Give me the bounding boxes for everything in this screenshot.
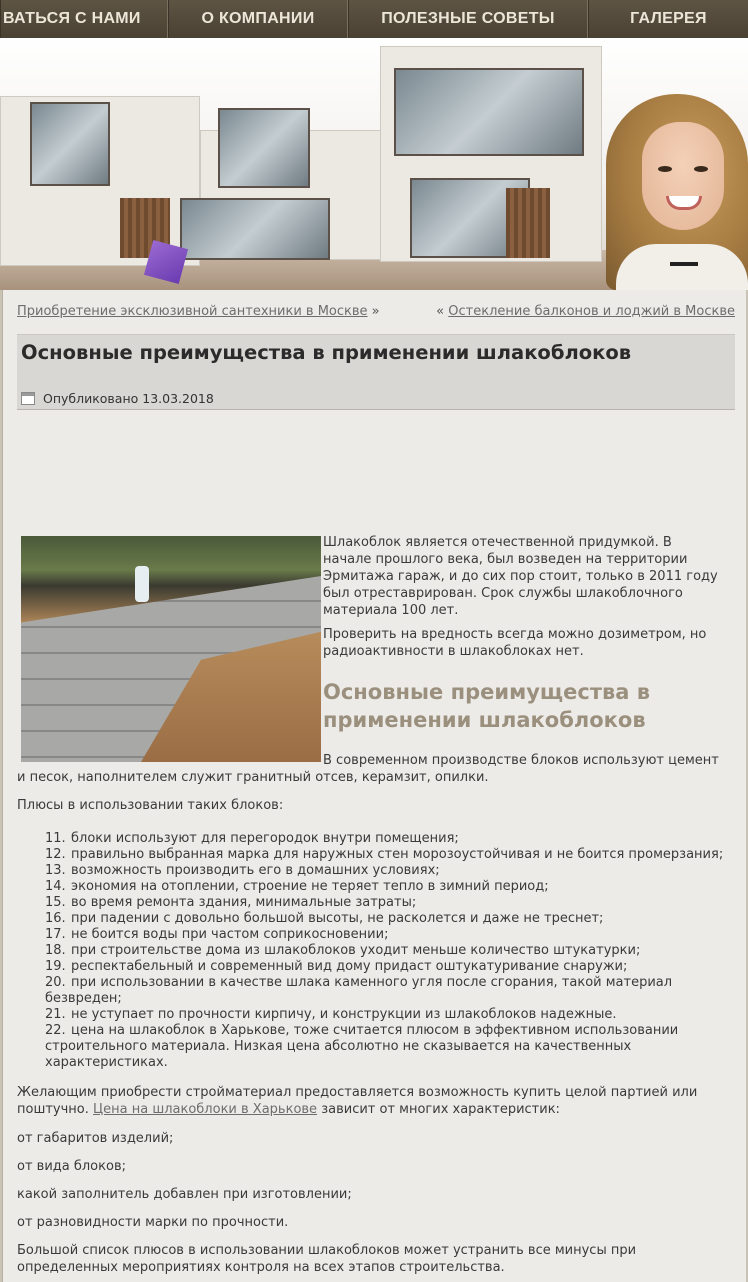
calendar-icon <box>21 392 35 405</box>
nav-item-tips[interactable]: ПОЛЕЗНЫЕ СОВЕТЫ <box>348 0 588 38</box>
paragraph-5: Желающим приобрести стройматериал предоставляется возможность купить целой партией или поштучно. Цена на шлакоблоки в Харькове зависит от многих характеристик: <box>17 1085 698 1117</box>
house-window <box>30 102 110 186</box>
section-heading: Основные преимущества в применении шлакоблоков <box>323 680 651 732</box>
published-date: 13.03.2018 <box>142 391 214 406</box>
house-wood-panel <box>506 188 550 258</box>
page-title: Основные преимущества в применении шлакоблоков <box>21 341 632 364</box>
paragraph-3: В современном производстве блоков используют цемент и песок, наполнителем служит гранитный отсев, керамзит, опилки. <box>17 753 719 785</box>
list-item: 22. цена на шлакоблок в Харькове, тоже считается плюсом в эффективном использовании строительного материала. Низкая цена абсолютно не сказывается на качественных характеристиках. <box>45 1023 679 1070</box>
post-header <box>17 334 735 410</box>
list-item: 21. не уступает по прочности кирпичу, и конструкции из шлакоблоков надежные. <box>45 1007 617 1022</box>
criteria-item: от разновидности марки по прочности. <box>17 1215 289 1230</box>
nav-item-contact[interactable]: ВАТЬСЯ С НАМИ <box>0 0 168 38</box>
top-navigation <box>0 0 748 38</box>
criteria-item: от вида блоков; <box>17 1159 126 1174</box>
price-link[interactable]: Цена на шлакоблоки в Харькове <box>93 1102 318 1117</box>
nav-item-about[interactable]: О КОМПАНИИ <box>168 0 348 38</box>
published-label: Опубликовано <box>43 391 139 406</box>
prev-post-link[interactable]: Приобретение эксклюзивной сантехники в Москве <box>17 304 368 319</box>
next-post-link[interactable]: Остекление балконов и лоджий в Москве <box>448 304 735 319</box>
prev-post <box>17 304 380 319</box>
next-post <box>436 304 735 319</box>
list-item: 15. во время ремонта здания, минимальные затраты; <box>45 895 417 910</box>
house-window <box>180 198 330 260</box>
main-content <box>2 290 746 1282</box>
next-arrow: « <box>436 304 445 319</box>
paragraph-2: Проверить на вредность всегда можно дозиметром, но радиоактивности в шлакоблоках нет. <box>323 627 707 659</box>
headset-icon <box>670 262 698 266</box>
list-item: 12. правильно выбранная марка для наружных стен морозоустойчивая и не боится промерзания; <box>45 847 724 862</box>
list-item: 18. при строительстве дома из шлакоблоков уходит меньше количество штукатурки; <box>45 943 641 958</box>
header-banner <box>0 38 748 290</box>
house-window <box>218 108 310 188</box>
list-item: 14. экономия на отоплении, строение не теряет тепло в зимний период; <box>45 879 549 894</box>
paragraph-6: Большой список плюсов в использовании шлакоблоков может устранить все минусы при определенных мероприятиях контроля на всех этапов строительства. <box>17 1243 637 1275</box>
benefits-list <box>45 831 725 1071</box>
nav-item-gallery[interactable]: ГАЛЕРЕЯ <box>588 0 748 38</box>
paragraph-4: Плюсы в использовании таких блоков: <box>17 798 284 813</box>
list-item: 17. не боится воды при частом соприкосновении; <box>45 927 389 942</box>
support-operator-photo <box>606 94 748 290</box>
list-item: 19. респектабельный и современный вид дому придаст оштукатуривание снаружи; <box>45 959 628 974</box>
list-item: 20. при использовании в качестве шлака каменного угля после сгорания, такой материал безвреден; <box>45 975 673 1006</box>
criteria-item: от габаритов изделий; <box>17 1131 174 1146</box>
paragraph-1: Шлакоблок является отечественной придумкой. В начале прошлого века, был возведен на территории Эрмитажа гараж, и до сих пор стоит, только в 2011 году был отреставрирован. Срок службы шлакоблочного материала 100 лет. <box>323 535 718 618</box>
prev-arrow: » <box>371 304 380 319</box>
list-item: 11. блоки используют для перегородок внутри помещения; <box>45 831 459 846</box>
criteria-item: какой заполнитель добавлен при изготовлении; <box>17 1187 352 1202</box>
house-window <box>394 68 584 156</box>
post-meta <box>21 391 214 406</box>
list-item: 13. возможность производить его в домашних условиях; <box>45 863 440 878</box>
cinder-block-wall-photo <box>21 536 321 762</box>
water-bottle <box>135 566 149 602</box>
list-item: 16. при падении с довольно большой высоты, не расколется и даже не треснет; <box>45 911 604 926</box>
